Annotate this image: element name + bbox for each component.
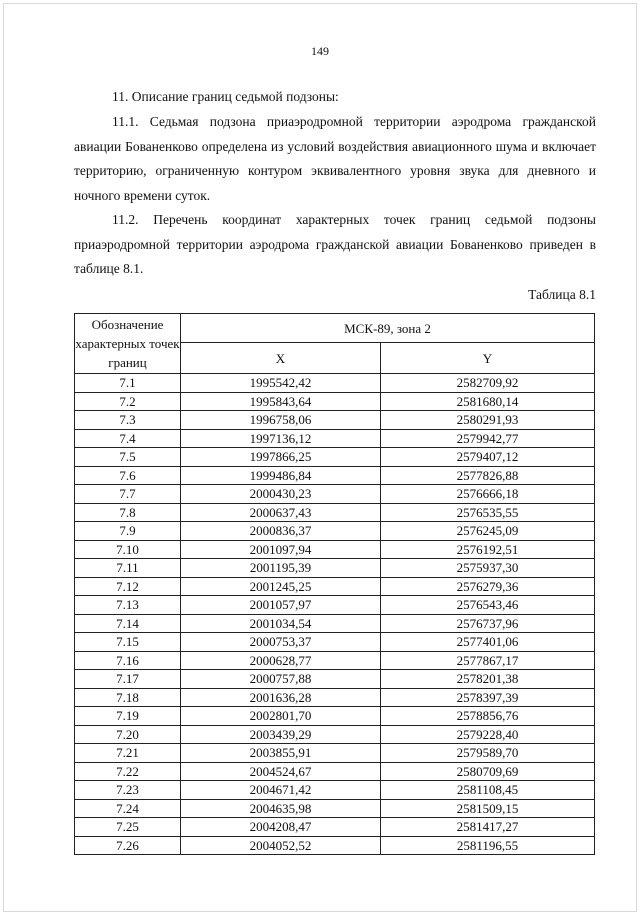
- y-coordinate-cell: 2576279,36: [381, 577, 595, 596]
- table-header: [75, 314, 595, 374]
- coordinate-system-header: МСК-89, зона 2: [181, 314, 595, 343]
- point-cell: 7.17: [75, 670, 181, 689]
- y-coordinate-cell: 2579228,40: [381, 725, 595, 744]
- table-row: [75, 744, 595, 763]
- point-cell: 7.3: [75, 411, 181, 430]
- table-body: [75, 374, 595, 855]
- paragraph-11-1: [74, 110, 596, 208]
- x-coordinate-cell: 2004524,67: [181, 762, 381, 781]
- point-cell: 7.22: [75, 762, 181, 781]
- table-row: [75, 392, 595, 411]
- y-coordinate-cell: 2576245,09: [381, 522, 595, 541]
- paragraph-text: 11.2. Перечень координат характерных точек границ седьмой подзоны приаэродромной территории аэродрома гражданской авиации Бованенково приведен в таблице 8.1.: [74, 212, 596, 276]
- y-coordinate-cell: 2576737,96: [381, 614, 595, 633]
- x-coordinate-cell: 2001057,97: [181, 596, 381, 615]
- table-row: [75, 651, 595, 670]
- y-coordinate-cell: 2576543,46: [381, 596, 595, 615]
- x-coordinate-cell: 2002801,70: [181, 707, 381, 726]
- table-row: [75, 762, 595, 781]
- point-designation-header: Обозначение характерных точек границ: [75, 314, 181, 374]
- y-coordinate-cell: 2580709,69: [381, 762, 595, 781]
- section-heading: [74, 85, 596, 110]
- table-caption: Таблица 8.1: [528, 287, 596, 302]
- y-coordinate-cell: 2581196,55: [381, 836, 595, 855]
- table-row: [75, 540, 595, 559]
- point-cell: 7.4: [75, 429, 181, 448]
- point-cell: 7.21: [75, 744, 181, 763]
- table-row: [75, 411, 595, 430]
- x-coordinate-cell: 2000430,23: [181, 485, 381, 504]
- point-cell: 7.13: [75, 596, 181, 615]
- y-coordinate-cell: 2581417,27: [381, 818, 595, 837]
- point-cell: 7.26: [75, 836, 181, 855]
- point-cell: 7.5: [75, 448, 181, 467]
- paragraph-text: 11.1. Седьмая подзона приаэродромной территории аэродрома гражданской авиации Бованенково определена из условий воздействия авиационного шума и включает территорию, ограниченную контуром эквивалентного уровня звука для дневного и ночного времени суток.: [74, 114, 596, 203]
- y-column-header: Y: [381, 343, 595, 374]
- paragraph-11-2: [74, 208, 596, 282]
- x-coordinate-cell: 2003439,29: [181, 725, 381, 744]
- table-row: [75, 596, 595, 615]
- y-coordinate-cell: 2578856,76: [381, 707, 595, 726]
- y-coordinate-cell: 2576535,55: [381, 503, 595, 522]
- table-row: [75, 522, 595, 541]
- table-row: [75, 633, 595, 652]
- point-cell: 7.11: [75, 559, 181, 578]
- y-coordinate-cell: 2581509,15: [381, 799, 595, 818]
- y-coordinate-cell: 2575937,30: [381, 559, 595, 578]
- table-row: [75, 818, 595, 837]
- y-coordinate-cell: 2578201,38: [381, 670, 595, 689]
- point-cell: 7.7: [75, 485, 181, 504]
- x-coordinate-cell: 2000836,37: [181, 522, 381, 541]
- point-cell: 7.2: [75, 392, 181, 411]
- x-coordinate-cell: 1996758,06: [181, 411, 381, 430]
- page-number: 149: [311, 44, 329, 58]
- x-coordinate-cell: 2000628,77: [181, 651, 381, 670]
- point-cell: 7.18: [75, 688, 181, 707]
- point-cell: 7.19: [75, 707, 181, 726]
- point-cell: 7.20: [75, 725, 181, 744]
- y-coordinate-cell: 2577401,06: [381, 633, 595, 652]
- section-heading-text: 11. Описание границ седьмой подзоны:: [112, 89, 339, 104]
- header-row: [75, 314, 595, 343]
- table-row: [75, 503, 595, 522]
- x-coordinate-cell: 2001636,28: [181, 688, 381, 707]
- x-coordinate-cell: 2001097,94: [181, 540, 381, 559]
- x-coordinate-cell: 2000637,43: [181, 503, 381, 522]
- x-coordinate-cell: 2001195,39: [181, 559, 381, 578]
- x-coordinate-cell: 2004052,52: [181, 836, 381, 855]
- table-row: [75, 725, 595, 744]
- table-row: [75, 485, 595, 504]
- x-coordinate-cell: 2004671,42: [181, 781, 381, 800]
- x-coordinate-cell: 1999486,84: [181, 466, 381, 485]
- point-cell: 7.8: [75, 503, 181, 522]
- point-cell: 7.24: [75, 799, 181, 818]
- y-coordinate-cell: 2577826,88: [381, 466, 595, 485]
- y-coordinate-cell: 2578397,39: [381, 688, 595, 707]
- x-column-header: X: [181, 343, 381, 374]
- point-cell: 7.14: [75, 614, 181, 633]
- x-coordinate-cell: 1995843,64: [181, 392, 381, 411]
- table-row: [75, 836, 595, 855]
- point-cell: 7.9: [75, 522, 181, 541]
- table-row: [75, 466, 595, 485]
- x-coordinate-cell: 1995542,42: [181, 374, 381, 393]
- y-coordinate-cell: 2579942,77: [381, 429, 595, 448]
- table-row: [75, 614, 595, 633]
- y-coordinate-cell: 2576192,51: [381, 540, 595, 559]
- point-cell: 7.16: [75, 651, 181, 670]
- table-row: [75, 559, 595, 578]
- point-cell: 7.1: [75, 374, 181, 393]
- y-coordinate-cell: 2579589,70: [381, 744, 595, 763]
- table-row: [75, 429, 595, 448]
- point-cell: 7.25: [75, 818, 181, 837]
- table-row: [75, 448, 595, 467]
- y-coordinate-cell: 2579407,12: [381, 448, 595, 467]
- x-coordinate-cell: 2000757,88: [181, 670, 381, 689]
- x-coordinate-cell: 2000753,37: [181, 633, 381, 652]
- x-coordinate-cell: 2001034,54: [181, 614, 381, 633]
- point-cell: 7.6: [75, 466, 181, 485]
- table-row: [75, 374, 595, 393]
- table-row: [75, 577, 595, 596]
- y-coordinate-cell: 2581108,45: [381, 781, 595, 800]
- y-coordinate-cell: 2581680,14: [381, 392, 595, 411]
- point-cell: 7.15: [75, 633, 181, 652]
- x-coordinate-cell: 2001245,25: [181, 577, 381, 596]
- point-cell: 7.12: [75, 577, 181, 596]
- x-coordinate-cell: 2003855,91: [181, 744, 381, 763]
- x-coordinate-cell: 1997136,12: [181, 429, 381, 448]
- table-row: [75, 707, 595, 726]
- x-coordinate-cell: 2004635,98: [181, 799, 381, 818]
- y-coordinate-cell: 2582709,92: [381, 374, 595, 393]
- y-coordinate-cell: 2580291,93: [381, 411, 595, 430]
- table-row: [75, 670, 595, 689]
- coordinates-table: [74, 313, 595, 855]
- y-coordinate-cell: 2577867,17: [381, 651, 595, 670]
- table-row: [75, 688, 595, 707]
- table-row: [75, 781, 595, 800]
- point-cell: 7.10: [75, 540, 181, 559]
- table-row: [75, 799, 595, 818]
- point-cell: 7.23: [75, 781, 181, 800]
- x-coordinate-cell: 1997866,25: [181, 448, 381, 467]
- y-coordinate-cell: 2576666,18: [381, 485, 595, 504]
- x-coordinate-cell: 2004208,47: [181, 818, 381, 837]
